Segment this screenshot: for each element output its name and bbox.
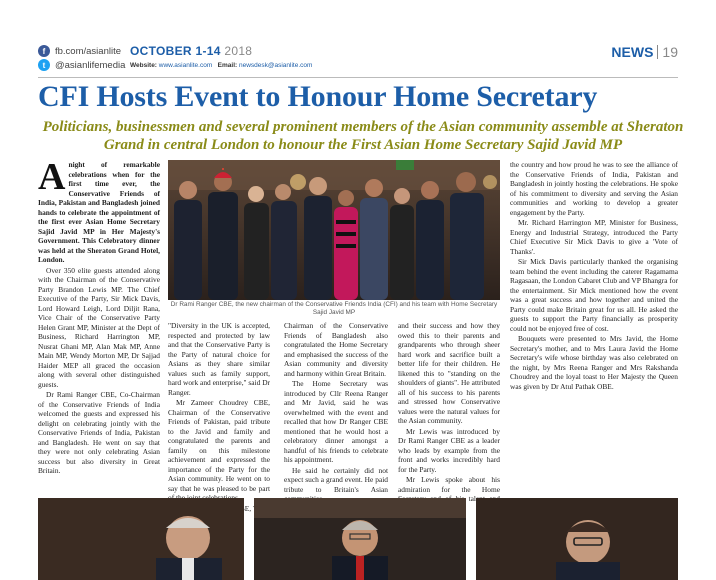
paragraph: Mr Zameer Choudrey CBE, Chairman of the Conservative Friends of Pakistan, paid tribute to the Javid and family and congratulated the parents and family on this milestone achievement and expressed the importance of the Party for the Asian community. He went on to say that he was pleased to be part — [168, 398, 270, 493]
paragraph: Over 350 elite guests attended along with the Chairman of the Conservative Party Brandon Lewis MP. The Chief Executive of the Party, Sir Mick Davis, Lord Howard Leigh, Lord Diljit Rana, Vice Chair of the Conservative Party Helen Grant MP, Minister at the Dept of Business, Richard Harrington MP, Nusrat Ghani MP, Alan Mak MP, Anne Main MP, Wendy Morton MP, Dr Sajjad Haider MEP all graced the occasion along with several other distinguished guests. — [38, 265, 160, 389]
facebook-icon: f — [38, 45, 50, 57]
main-photo — [168, 160, 500, 300]
section-page-label — [611, 44, 678, 60]
facebook-handle[interactable] — [38, 45, 121, 57]
paragraph: He said he certainly did not expect such a grand event. He paid tribute to Britain's Asian — [284, 465, 388, 494]
twitter-link[interactable]: @asianlifemedia — [55, 59, 126, 71]
column-4 — [398, 321, 500, 514]
section-name: NEWS — [611, 44, 654, 60]
paragraph: Dr Rami Ranger CBE, Co-Chairman of the Conservative Friends of India welcomed the guests and expressed his delight on celebrating jointly with the Conservative Friends of India, Pakistan and Bangladesh. He went on say that they were not only celebrating Asian success but also diversity in Great Britain. — [38, 390, 160, 475]
issue-date-range: OCTOBER 1-14 — [130, 44, 221, 58]
contact-line — [130, 62, 312, 69]
paragraph: Mr Lewis spoke about his admiration for the Home — [398, 475, 500, 494]
twitter-handle[interactable] — [38, 59, 125, 71]
speaker-photo-image — [476, 498, 678, 580]
speaker-photo-image — [254, 498, 466, 580]
paragraph: The Home Secretary was introduced by Cllr Reena Ranger and Mr Javid, said he was overwhelmed with the event and recalled that how Dr Ranger CBE mentioned that he would host a celebratory dinner amongst a handful of his friends to celebrate his appointment. — [284, 379, 388, 464]
twitter-icon: t — [38, 59, 50, 71]
website-link[interactable]: www.asianlite.com — [158, 62, 213, 69]
page-number: 19 — [662, 44, 678, 60]
paragraph: night of remarkable celebrations when for the first time ever, the Conservative Friends of India, Pakistan and Bangladesh joined hands to celebrate the appointment of the first ever Asian Home Secretary Sajid Javid MP in Her Majesty's Government. This Celebratory dinner was held at the Sheraton Grand Hotel, London. — [38, 160, 160, 264]
column-1 — [38, 156, 160, 477]
paragraph: Mr Lewis was introduced by Dr Rami Ranger CBE as a leader who leads by example from the front and works incredibly hard for the Party. — [398, 426, 500, 474]
paragraph: Chairman of the Conservative Friends of Bangladesh also congratulated the Home Secretary and emphasised the success of the Asian community and diversity and harmony within Great Britain. — [284, 321, 388, 378]
email-label: Email: — [217, 62, 238, 69]
headline: CFI Hosts Event to Honour Home Secretary — [38, 80, 598, 113]
paragraph: the country and how proud he was to see the alliance of the Conservative Friends of India, Pakistan and Bangladesh in jointly hosting the celebrations. He spoke of his commitment to diversity and serving the Asian communities and working to develop a greater engagement by the Party. — [510, 160, 678, 217]
standfirst: Politicians, businessmen and several prominent members of the Asian community assemble at Sheraton Grand in central London to honour the First Asian Home Secretary Sajid Javid MP — [42, 119, 684, 153]
paragraph: Mr. Richard Harrington MP, Minister for Business, Energy and Industrial Strategy, introduced the Party Chief Executive Sir Mick Davis to give a 'Vote of Thanks'. — [510, 218, 678, 256]
photo-caption: Dr Rami Ranger CBE, the new chairman of the Conservative Friends India (CFI) and his team with Home Secretary Sajid Javid MP — [170, 301, 498, 316]
speaker-photo-image — [38, 498, 244, 580]
paragraph: and their success and how they owed this to their parents and grandparents who through sheer hard work and sacrifice built a better life for their children. He likened this to "standing on the shoulders of giants". He attributed all of his success to his parents and stressed how Conservative values were the natural values for the Asian community. — [398, 321, 500, 425]
speaker-photo-1 — [38, 498, 244, 580]
speaker-photo-3 — [476, 498, 678, 580]
facebook-link[interactable]: fb.com/asianlite — [55, 45, 122, 57]
paragraph: "Diversity in the UK is accepted, respected and protected by law and that the Conservative Party is the Party of natural choice for Asians as they share similar values such as family support, hard work and enterprise," said Dr Ranger. — [168, 321, 270, 397]
column-2 — [168, 321, 270, 514]
lead-paragraph — [38, 156, 160, 265]
divider — [657, 45, 658, 59]
group-photo-image — [168, 160, 500, 300]
paragraph: Bouquets were presented to Mrs Javid, the Home Secretary's mother, and to Mrs Laura Javid the Home Secretary's wife whose birthday was also celebrated on the night, by Mrs Reena Ranger and Mrs Rakshanda Choudrey and the loyal toast to Her Majesty the Queen was given by Dr Atul Pathak OBE. — [510, 334, 678, 391]
paragraph: Sir Mick Davis particularly thanked the organising team behind the event including the caterer Ragamama Ragasaan, the London Cabaret Club and VP Bhangra for the entertainment. Sir Mick mentioned how the event was a great success and how together and united the Party could make Britain great for us all. He asked the guests to support the Party financially as prosperity could not be enjoyed free of cost. — [510, 257, 678, 333]
column-5 — [510, 160, 678, 392]
website-label: Website: — [130, 62, 157, 69]
drop-cap: A — [38, 156, 66, 198]
issue-year: 2018 — [224, 44, 253, 58]
email-link[interactable]: newsdesk@asianlite.com — [239, 62, 313, 69]
speaker-photo-2 — [254, 498, 466, 580]
column-3 — [284, 321, 388, 505]
issue-date — [130, 44, 252, 58]
header-rule — [38, 77, 678, 78]
